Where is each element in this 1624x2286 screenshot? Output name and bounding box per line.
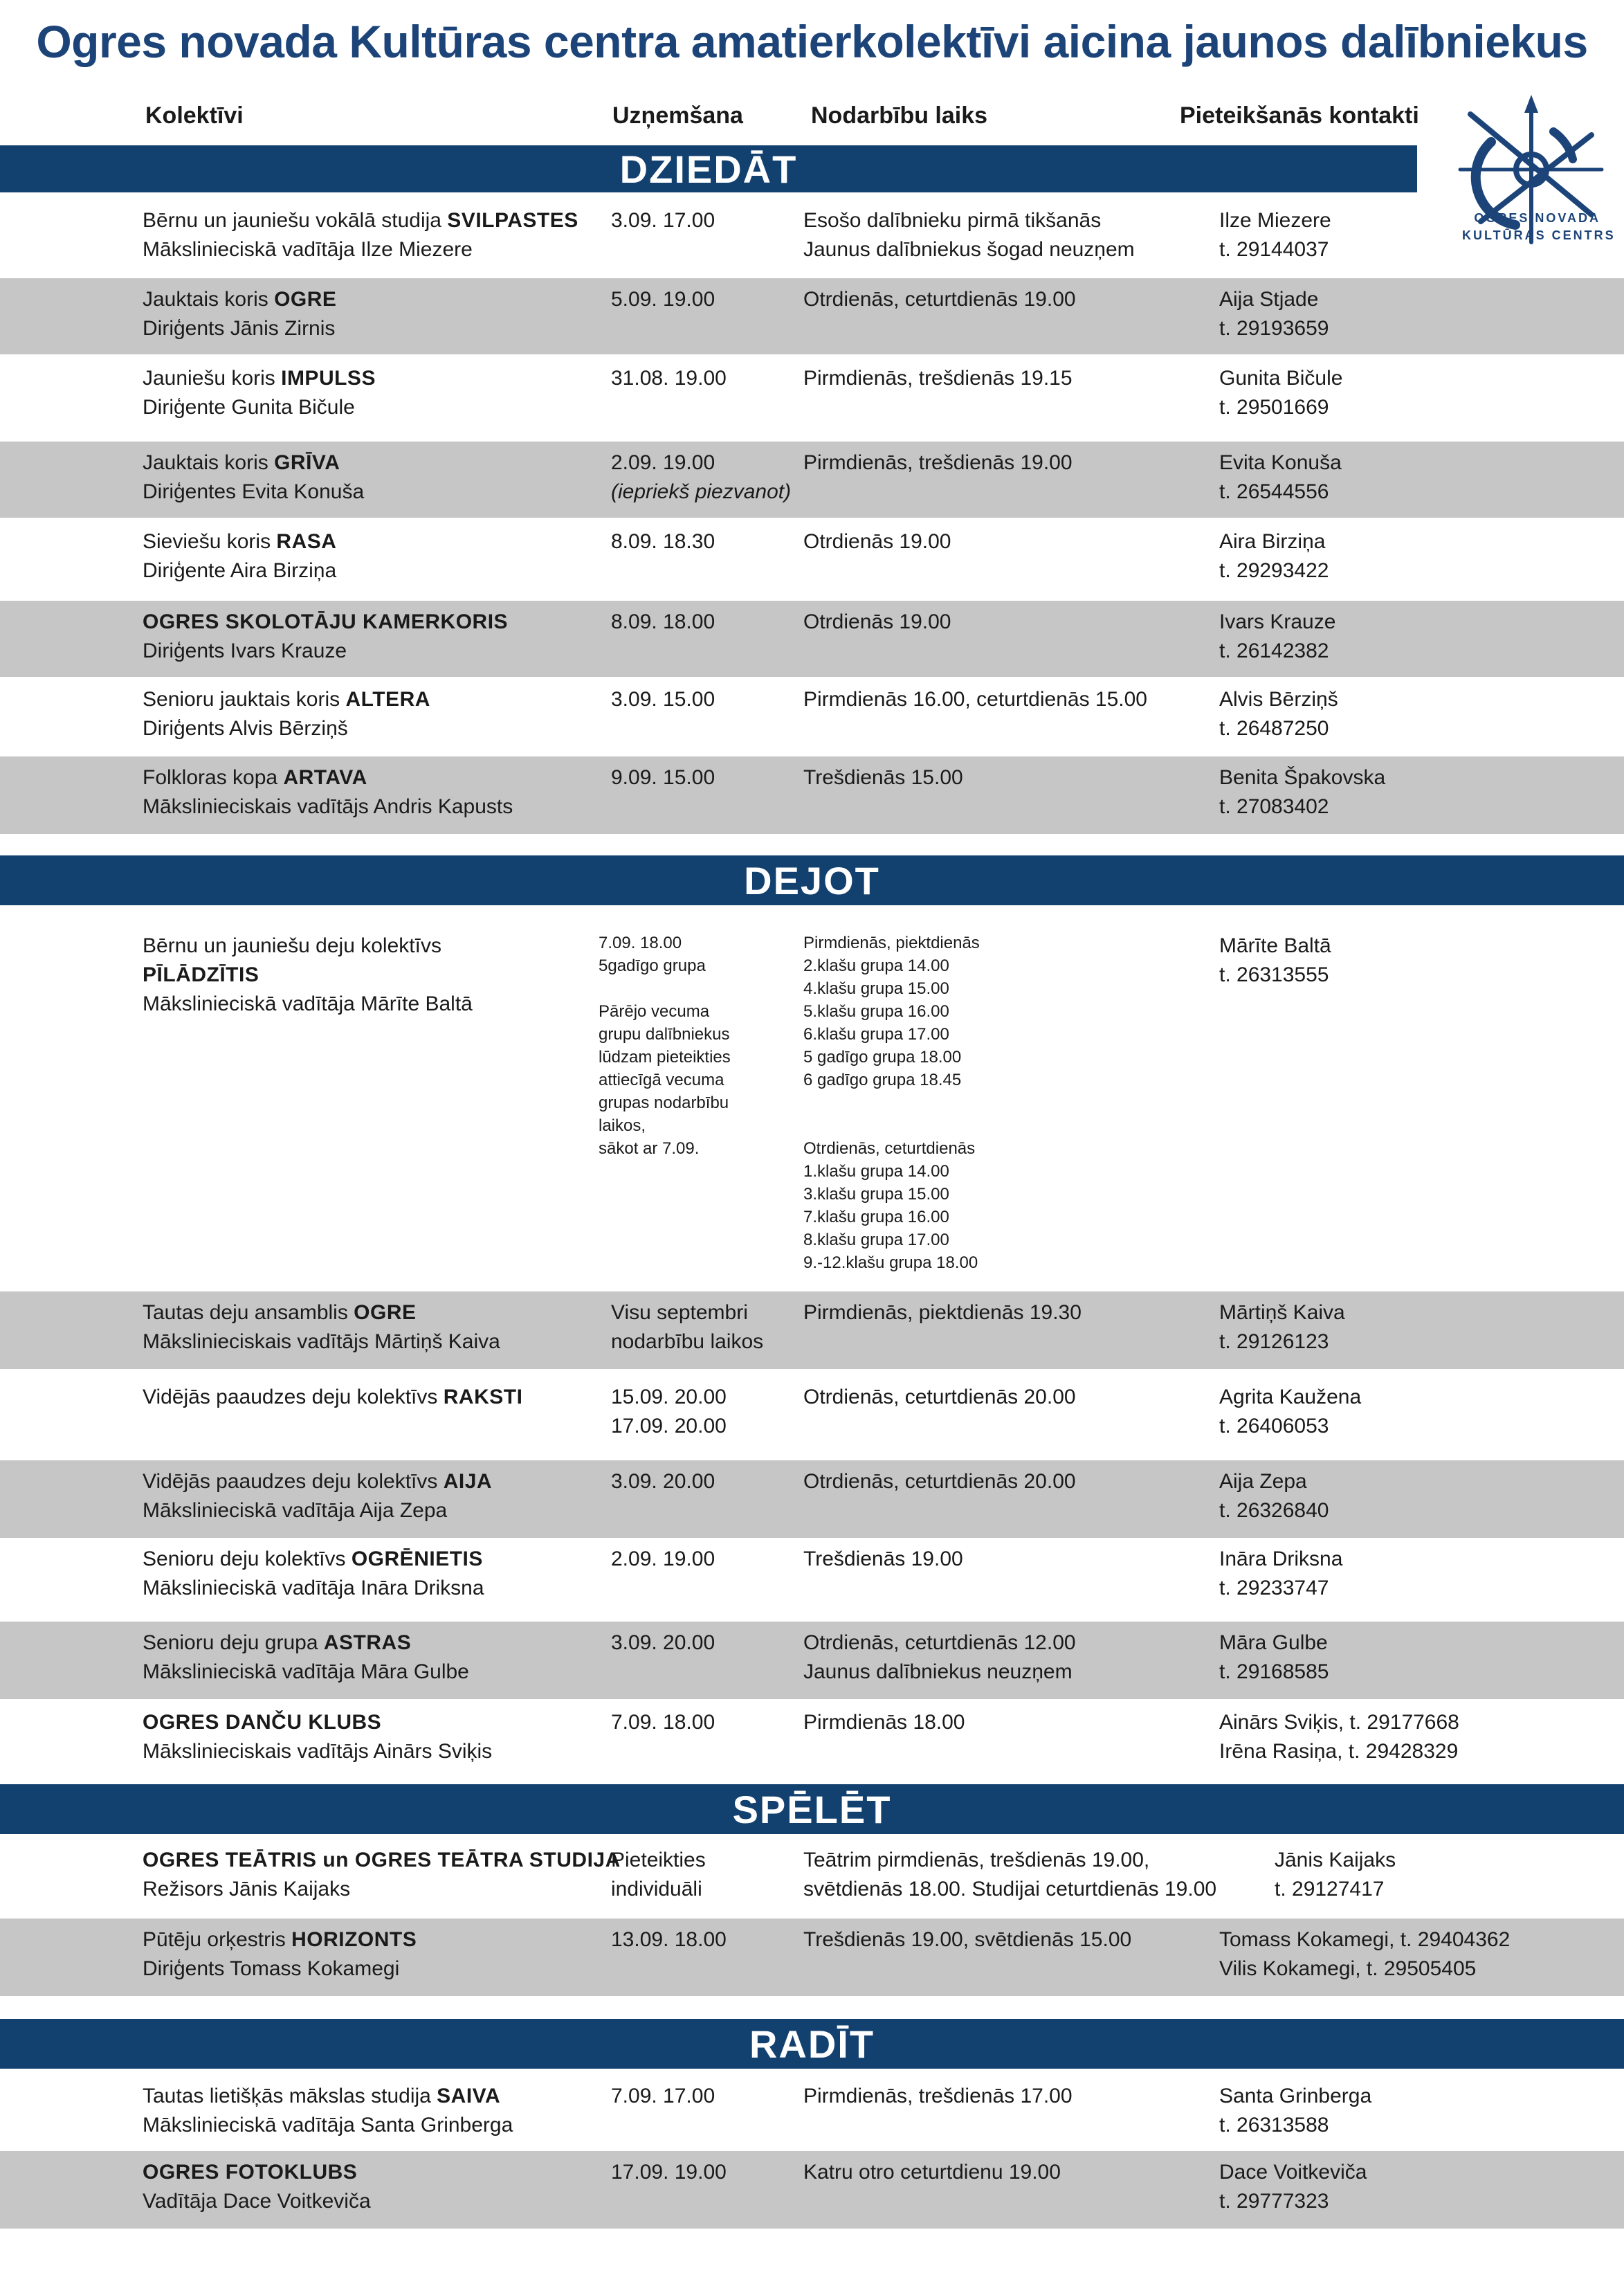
- collective-name-cell: [143, 1467, 492, 1525]
- admission-cell: [611, 206, 715, 235]
- collective-name-cell: [143, 448, 364, 507]
- cell-line: Trešdienās 19.00, svētdienās 15.00: [803, 1928, 1132, 1951]
- cell-line: t. 26406053: [1219, 1415, 1329, 1437]
- cell-line: 2.klašu grupa 14.00: [803, 956, 949, 975]
- section-header-3: SPĒLĒT: [0, 1784, 1624, 1834]
- cell-line: Alvis Bērziņš: [1219, 688, 1338, 711]
- section-header-1: DZIEDĀT: [0, 145, 1417, 192]
- cell-line: Mākslinieciskā vadītāja Mārīte Baltā: [143, 992, 473, 1015]
- contact-cell: [1219, 1298, 1345, 1357]
- cell-line: Teātrim pirmdienās, trešdienās 19.00,: [803, 1849, 1150, 1871]
- contact-cell: [1219, 285, 1329, 343]
- cell-line: Vadītāja Dace Voitkeviča: [143, 2190, 371, 2213]
- schedule-cell: [803, 932, 980, 1274]
- schedule-cell: [803, 364, 1073, 393]
- cell-line: 7.09. 18.00: [611, 1711, 715, 1734]
- column-header-uznemsana: Uzņemšana: [612, 102, 743, 129]
- cell-line: Mākslinieciskā vadītāja Santa Grinberga: [143, 2114, 513, 2137]
- cell-line: [803, 1114, 980, 1137]
- contact-cell: [1219, 763, 1385, 822]
- cell-line: Santa Grinberga: [1219, 2085, 1372, 2107]
- cell-line: Otrdienās 19.00: [803, 610, 951, 633]
- collective-type: Senioru deju kolektīvs: [143, 1548, 352, 1570]
- cell-line: 8.klašu grupa 17.00: [803, 1231, 949, 1249]
- cell-line: Diriģente Aira Birziņa: [143, 559, 337, 582]
- cell-line: t. 29127417: [1275, 1878, 1385, 1901]
- admission-cell: [611, 1545, 715, 1574]
- cell-line: Benita Špakovska: [1219, 766, 1386, 789]
- cell-line: sākot ar 7.09.: [599, 1139, 700, 1158]
- contact-cell: [1219, 2158, 1367, 2216]
- collective-name: [143, 1298, 500, 1327]
- cell-line: Mākslinieciskais vadītājs Andris Kapusts: [143, 795, 513, 818]
- cell-line: 3.09. 17.00: [611, 209, 715, 232]
- cell-line: 9.09. 15.00: [611, 766, 715, 789]
- schedule-cell: [803, 763, 963, 792]
- cell-line: Mākslinieciskā vadītāja Ilze Miezere: [143, 238, 473, 261]
- cell-line: Diriģents Alvis Bērziņš: [143, 717, 348, 740]
- cell-line: t. 29777323: [1219, 2190, 1329, 2213]
- cell-line: t. 29168585: [1219, 1660, 1329, 1683]
- cell-line: 17.09. 19.00: [611, 2161, 727, 2184]
- cell-line: t. 29144037: [1219, 238, 1329, 261]
- collective-name-cell: [143, 1298, 500, 1357]
- collective-name-cell: [143, 1708, 492, 1766]
- table-row: [0, 756, 1624, 834]
- cell-line: PĪLĀDZĪTIS: [143, 963, 259, 986]
- cell-line: svētdienās 18.00. Studijai ceturtdienās 19.00: [803, 1878, 1217, 1901]
- schedule-cell: [803, 206, 1135, 264]
- collective-title: OGRE: [354, 1301, 417, 1324]
- collective-title: IMPULSS: [281, 367, 376, 390]
- cell-line: attiecīgā vecuma: [599, 1071, 724, 1089]
- cell-line: t. 26326840: [1219, 1499, 1329, 1522]
- collective-title: OGRES SKOLOTĀJU KAMERKORIS: [143, 610, 509, 633]
- collective-name: [143, 1925, 417, 1954]
- collective-title: ALTERA: [345, 688, 430, 711]
- collective-name-cell: [143, 608, 508, 666]
- schedule-cell: [803, 1925, 1131, 1954]
- cell-line: individuāli: [611, 1878, 702, 1901]
- section-header-4: RADĪT: [0, 2019, 1624, 2069]
- schedule-cell: [803, 1545, 963, 1574]
- table-row-special: [0, 914, 1624, 1280]
- collective-type: Tautas lietišķās mākslas studija: [143, 2085, 437, 2107]
- collective-name: [143, 448, 364, 478]
- cell-line: Mākslinieciskā vadītāja Māra Gulbe: [143, 1660, 469, 1683]
- cell-line: 3.09. 20.00: [611, 1470, 715, 1493]
- cell-line: [599, 977, 731, 1000]
- collective-title: AIJA: [443, 1470, 493, 1493]
- column-header-kontakti: Pieteikšanās kontakti: [1180, 102, 1419, 129]
- cell-line: Mākslinieciskā vadītāja Ināra Driksna: [143, 1577, 484, 1599]
- cell-line: 5 gadīgo grupa 18.00: [803, 1048, 962, 1067]
- cell-line: Pirmdienās 18.00: [803, 1711, 965, 1734]
- cell-line: Otrdienās, ceturtdienās: [803, 1139, 976, 1158]
- cell-line: Mākslinieciskais vadītājs Ainārs Sviķis: [143, 1740, 493, 1763]
- collective-name: [143, 1708, 492, 1737]
- schedule-cell: [803, 1629, 1076, 1687]
- cell-line: Jānis Kaijaks: [1275, 1849, 1396, 1871]
- schedule-cell: [803, 2158, 1061, 2187]
- schedule-cell: [803, 1298, 1082, 1327]
- admission-cell: [611, 1708, 715, 1737]
- cell-line: 3.klašu grupa 15.00: [803, 1185, 949, 1204]
- cell-line: 17.09. 20.00: [611, 1415, 727, 1437]
- cell-line: t. 29501669: [1219, 396, 1329, 419]
- admission-cell: [611, 763, 715, 792]
- cell-line: Diriģents Jānis Zirnis: [143, 317, 336, 340]
- cell-line: Jaunus dalībniekus šogad neuzņem: [803, 238, 1135, 261]
- cell-line: Irēna Rasiņa, t. 29428329: [1219, 1740, 1459, 1763]
- admission-cell: [611, 1467, 715, 1496]
- logo-text-1: OGRES NOVADA: [1474, 211, 1600, 225]
- table-row: [0, 357, 1624, 438]
- cell-line: Pirmdienās, piektdienās 19.30: [803, 1301, 1082, 1324]
- cell-line: Trešdienās 15.00: [803, 766, 963, 789]
- collective-title: OGRES FOTOKLUBS: [143, 2161, 358, 2184]
- collective-title: RAKSTI: [443, 1386, 523, 1408]
- cell-line: Pirmdienās, trešdienās 19.00: [803, 451, 1073, 474]
- cell-line: Ainārs Sviķis, t. 29177668: [1219, 1711, 1459, 1734]
- admission-cell: [611, 448, 791, 507]
- cell-line: Otrdienās, ceturtdienās 12.00: [803, 1631, 1076, 1654]
- cell-line: Evita Konuša: [1219, 451, 1342, 474]
- contact-cell: [1219, 608, 1335, 666]
- column-header-laiks: Nodarbību laiks: [811, 102, 988, 129]
- admission-cell: [611, 1925, 727, 1954]
- cell-line: t. 29293422: [1219, 559, 1329, 582]
- contact-cell: [1219, 1467, 1329, 1525]
- cell-line: 2.09. 19.00: [611, 1548, 715, 1570]
- schedule-cell: [803, 1383, 1076, 1412]
- collective-type: Pūtēju orķestris: [143, 1928, 292, 1951]
- cell-line: [803, 1091, 980, 1114]
- cell-line: Katru otro ceturtdienu 19.00: [803, 2161, 1061, 2184]
- contact-cell: [1275, 1846, 1396, 1904]
- schedule-cell: [803, 2082, 1073, 2111]
- cell-line: Diriģente Gunita Bičule: [143, 396, 355, 419]
- collective-name-cell: [143, 364, 376, 422]
- admission-cell: [611, 527, 715, 556]
- collective-title: GRĪVA: [274, 451, 340, 474]
- collective-name-cell: [143, 527, 336, 586]
- table-row: [0, 278, 1624, 354]
- cell-line: t. 29233747: [1219, 1577, 1329, 1599]
- admission-cell: [611, 608, 715, 637]
- cell-line: Ivars Krauze: [1219, 610, 1336, 633]
- collective-name: [143, 2158, 371, 2187]
- cell-line: t. 26544556: [1219, 480, 1329, 503]
- contact-cell: [1219, 448, 1342, 507]
- collective-type: Senioru deju grupa: [143, 1631, 324, 1654]
- cell-line: grupu dalībniekus: [599, 1025, 730, 1044]
- admission-cell: [611, 2082, 715, 2111]
- table-row: [0, 1839, 1624, 1916]
- schedule-cell: [803, 527, 951, 556]
- cell-line: 5.09. 19.00: [611, 288, 715, 311]
- cell-line: Diriģents Tomass Kokamegi: [143, 1957, 400, 1980]
- cell-line: Aira Birziņa: [1219, 530, 1326, 553]
- cell-line: Otrdienās, ceturtdienās 20.00: [803, 1470, 1076, 1493]
- collective-name: [143, 1629, 469, 1658]
- collective-title: RASA: [276, 530, 337, 553]
- cell-line: Trešdienās 19.00: [803, 1548, 963, 1570]
- table-row: [0, 1622, 1624, 1699]
- cell-line: t. 26142382: [1219, 639, 1329, 662]
- table-row: [0, 199, 1624, 271]
- table-row: [0, 1538, 1624, 1620]
- cell-line: grupas nodarbību: [599, 1094, 729, 1112]
- cell-line: 6 gadīgo grupa 18.45: [803, 1071, 962, 1089]
- schedule-cell: [803, 448, 1073, 478]
- admission-cell: [611, 1383, 727, 1441]
- cell-line: Dace Voitkeviča: [1219, 2161, 1367, 2184]
- cell-line: 8.09. 18.30: [611, 530, 715, 553]
- collective-name: [143, 608, 508, 637]
- cell-line: 3.09. 15.00: [611, 688, 715, 711]
- cell-line: t. 27083402: [1219, 795, 1329, 818]
- cell-line: Diriģentes Evita Konuša: [143, 480, 365, 503]
- table-row: [0, 520, 1624, 597]
- collective-type: Tautas deju ansamblis: [143, 1301, 354, 1324]
- contact-cell: [1219, 1629, 1329, 1687]
- collective-name-cell: [143, 285, 336, 343]
- cell-line: 2.09. 19.00: [611, 451, 715, 474]
- collective-type: Bērnu un jauniešu vokālā studija: [143, 209, 448, 232]
- cell-line: t. 26487250: [1219, 717, 1329, 740]
- contact-cell: [1219, 1708, 1459, 1766]
- cell-line: laikos,: [599, 1116, 646, 1135]
- collective-title: ARTAVA: [283, 766, 367, 789]
- table-row: [0, 2151, 1624, 2229]
- contact-cell: [1219, 685, 1338, 743]
- collective-name-cell: [143, 206, 578, 264]
- section-header-2: DEJOT: [0, 855, 1624, 905]
- cell-line: Mākslinieciskais vadītājs Mārtiņš Kaiva: [143, 1330, 500, 1353]
- cell-line: Visu septembri: [611, 1301, 748, 1324]
- cell-line: Otrdienās, ceturtdienās 20.00: [803, 1386, 1076, 1408]
- cell-line: Pirmdienās, piektdienās: [803, 934, 980, 952]
- collective-type: Vidējās paaudzes deju kolektīvs: [143, 1386, 444, 1408]
- cell-line: Bērnu un jauniešu deju kolektīvs: [143, 934, 441, 957]
- collective-type: Jauktais koris: [143, 288, 275, 311]
- cell-line: 9.-12.klašu grupa 18.00: [803, 1253, 978, 1272]
- schedule-cell: [803, 285, 1076, 314]
- cell-line: 15.09. 20.00: [611, 1386, 727, 1408]
- schedule-cell: [803, 1708, 965, 1737]
- table-row: [0, 1460, 1624, 1538]
- cell-line: Māra Gulbe: [1219, 1631, 1328, 1654]
- collective-type: Jauniešu koris: [143, 367, 282, 390]
- admission-cell: [611, 285, 715, 314]
- collective-title: OGRĒNIETIS: [351, 1548, 483, 1570]
- cell-line: Aija Zepa: [1219, 1470, 1307, 1493]
- cell-line: 1.klašu grupa 14.00: [803, 1162, 949, 1181]
- collective-name: [143, 2082, 513, 2111]
- collective-name: [143, 285, 336, 314]
- schedule-cell: [803, 608, 951, 637]
- collective-name: [143, 1467, 492, 1496]
- cell-line: 5.klašu grupa 16.00: [803, 1002, 949, 1021]
- collective-name: [143, 206, 578, 235]
- cell-line: Pārējo vecuma: [599, 1002, 710, 1021]
- cell-line: Pirmdienās 16.00, ceturtdienās 15.00: [803, 688, 1147, 711]
- collective-name: [143, 763, 513, 792]
- cell-line: t. 29193659: [1219, 317, 1329, 340]
- table-row: [0, 678, 1624, 756]
- collective-name: [143, 685, 430, 714]
- collective-name-cell: [143, 685, 430, 743]
- cell-line: Esošo dalībnieku pirmā tikšanās: [803, 209, 1102, 232]
- cell-line: Pirmdienās, trešdienās 17.00: [803, 2085, 1073, 2107]
- admission-cell: [611, 2158, 727, 2187]
- collective-title: SAIVA: [437, 2085, 501, 2107]
- cell-line: 3.09. 20.00: [611, 1631, 715, 1654]
- admission-cell: [611, 1629, 715, 1658]
- admission-cell: [599, 932, 731, 1160]
- cell-line: 31.08. 19.00: [611, 367, 727, 390]
- cell-line: lūdzam pieteikties: [599, 1048, 731, 1067]
- schedule-cell: [803, 1467, 1076, 1496]
- table-row: [0, 1918, 1624, 1996]
- collective-name-cell: [143, 1545, 484, 1603]
- cell-line: Tomass Kokamegi, t. 29404362: [1219, 1928, 1511, 1951]
- schedule-cell: [803, 685, 1147, 714]
- contact-cell: [1219, 527, 1329, 586]
- admission-cell: [611, 1298, 763, 1357]
- cell-line: t. 29126123: [1219, 1330, 1329, 1353]
- cell-line: Režisors Jānis Kaijaks: [143, 1878, 351, 1901]
- collective-name-cell: [143, 2082, 513, 2140]
- cell-line: Otrdienās, ceturtdienās 19.00: [803, 288, 1076, 311]
- collective-name: [143, 1846, 621, 1875]
- table-row: [0, 601, 1624, 677]
- collective-name: [143, 1383, 522, 1412]
- collective-name-cell: [143, 1629, 469, 1687]
- collective-title: HORIZONTS: [291, 1928, 417, 1951]
- cell-line: nodarbību laikos: [611, 1330, 764, 1353]
- cell-line: 13.09. 18.00: [611, 1928, 727, 1951]
- admission-cell: [611, 1846, 706, 1904]
- collective-type: Folkloras kopa: [143, 766, 284, 789]
- cell-line: Aija Stjade: [1219, 288, 1319, 311]
- collective-title: OGRE: [274, 288, 337, 311]
- collective-name: [143, 527, 336, 556]
- table-row: [0, 1376, 1624, 1459]
- cell-line: Diriģents Ivars Krauze: [143, 639, 347, 662]
- collective-title: OGRES DANČU KLUBS: [143, 1711, 382, 1734]
- collective-type: Vidējās paaudzes deju kolektīvs: [143, 1470, 444, 1493]
- cell-line: 6.klašu grupa 17.00: [803, 1025, 949, 1044]
- cell-line: Mārtiņš Kaiva: [1219, 1301, 1345, 1324]
- collective-title: ASTRAS: [323, 1631, 412, 1654]
- collective-name-cell: [143, 2158, 371, 2216]
- table-row: [0, 1291, 1624, 1369]
- cell-line: 5gadīgo grupa: [599, 956, 706, 975]
- cell-line: t. 26313555: [1219, 963, 1329, 986]
- collective-title: SVILPASTES: [447, 209, 578, 232]
- collective-name: [143, 364, 376, 393]
- cell-line: (iepriekš piezvanot): [611, 480, 792, 503]
- admission-cell: [611, 685, 715, 714]
- cell-line: 7.09. 17.00: [611, 2085, 715, 2107]
- collective-name-cell: [143, 1846, 621, 1904]
- cell-line: 8.09. 18.00: [611, 610, 715, 633]
- table-row: [0, 2075, 1624, 2151]
- cell-line: Ināra Driksna: [1219, 1548, 1343, 1570]
- contact-cell: [1219, 1925, 1510, 1984]
- collective-type: Jauktais koris: [143, 451, 275, 474]
- cell-line: Ilze Miezere: [1219, 209, 1331, 232]
- collective-name-cell: [143, 1925, 417, 1984]
- cell-line: Jaunus dalībniekus neuzņem: [803, 1660, 1073, 1683]
- cell-line: t. 26313588: [1219, 2114, 1329, 2137]
- cell-line: Gunita Bičule: [1219, 367, 1343, 390]
- cell-line: 7.klašu grupa 16.00: [803, 1208, 949, 1226]
- cell-line: 4.klašu grupa 15.00: [803, 979, 949, 998]
- cell-line: Mākslinieciskā vadītāja Aija Zepa: [143, 1499, 448, 1522]
- cell-line: Pirmdienās, trešdienās 19.15: [803, 367, 1073, 390]
- contact-cell: [1219, 1545, 1342, 1603]
- logo-text-2: KULTŪRAS CENTRS: [1462, 228, 1616, 242]
- admission-cell: [611, 364, 727, 393]
- contact-cell: [1219, 2082, 1371, 2140]
- collective-type: Sieviešu koris: [143, 530, 277, 553]
- cell-line: Pieteikties: [611, 1849, 706, 1871]
- contact-cell: [1219, 364, 1342, 422]
- contact-cell: [1219, 206, 1331, 264]
- table-row: [0, 1701, 1624, 1779]
- collective-title: OGRES TEĀTRIS un OGRES TEĀTRA STUDIJA: [143, 1849, 621, 1871]
- table-row: [0, 442, 1624, 518]
- page-title: Ogres novada Kultūras centra amatierkolektīvi aicina jaunos dalībniekus: [36, 16, 1588, 67]
- cell-line: Mārīte Baltā: [1219, 934, 1331, 957]
- contact-cell: [1219, 1383, 1361, 1441]
- collective-name-cell: [143, 763, 513, 822]
- cell-line: Vilis Kokamegi, t. 29505405: [1219, 1957, 1477, 1980]
- collective-type: Senioru jauktais koris: [143, 688, 346, 711]
- collective-name-cell: [143, 1383, 522, 1412]
- cell-line: 7.09. 18.00: [599, 934, 682, 952]
- cell-line: Agrita Kaužena: [1219, 1386, 1362, 1408]
- collective-name: [143, 1545, 484, 1574]
- collective-name-cell: [143, 932, 473, 1019]
- schedule-cell: [803, 1846, 1216, 1904]
- cell-line: Otrdienās 19.00: [803, 530, 951, 553]
- contact-cell: [1219, 932, 1331, 990]
- column-header-kolektivi: Kolektīvi: [145, 102, 244, 129]
